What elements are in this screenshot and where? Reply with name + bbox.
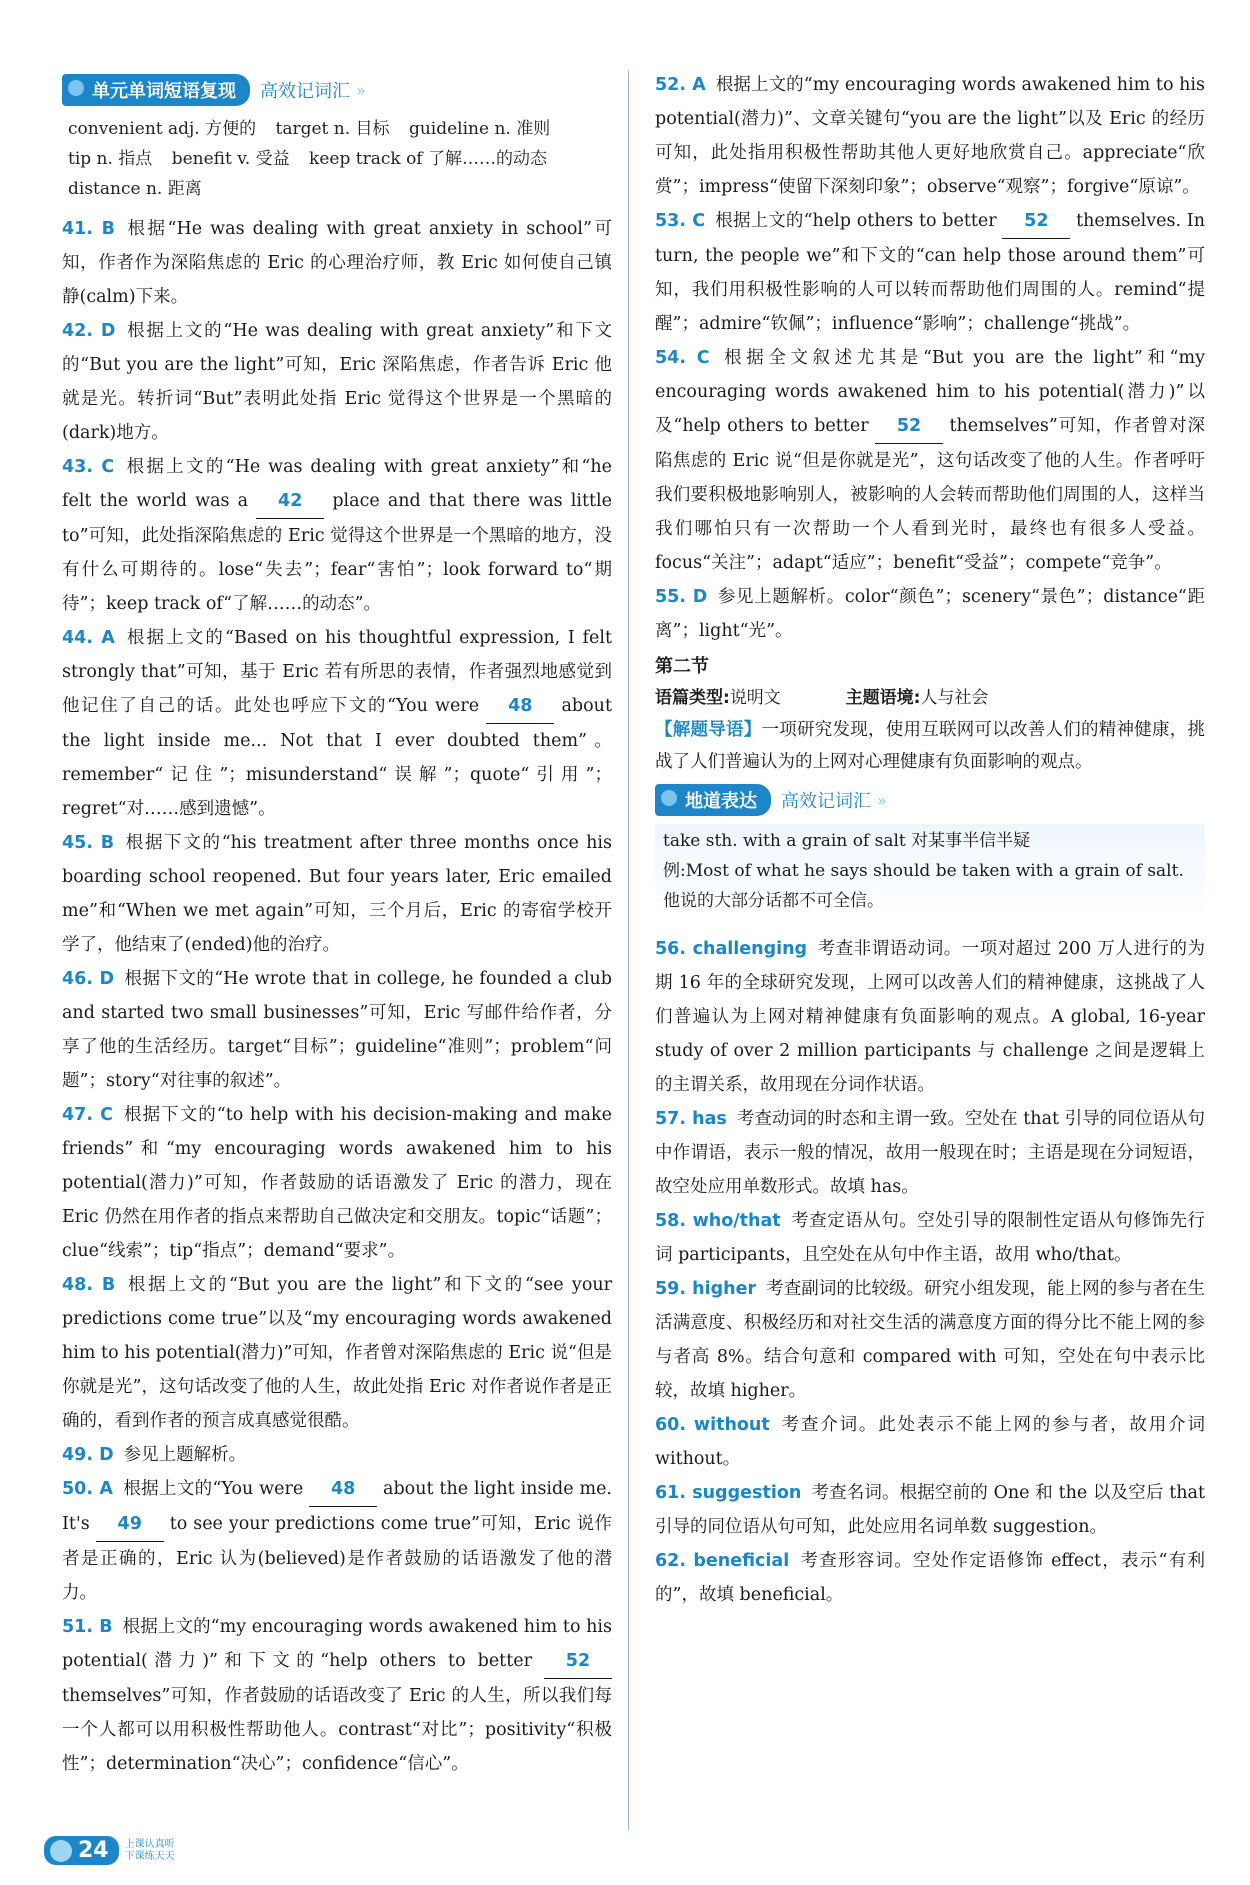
vocab-item: tip n. 指点	[68, 149, 153, 169]
page-number: 24	[44, 1836, 119, 1865]
answer-56: 56. challenging 考查非谓语动词。一项对超过 200 万人进行的为期 16 年的全球研究发现，上网可以改善人们的精神健康，这挑战了人们普遍认为上网对精神健康有负面影响的观点。A global, 16-year study of over 2 million participants 与 challenge 之间是逻辑上的主谓关系，故用现在分词作状语。	[655, 939, 1205, 1095]
answer-blank: 52	[544, 1644, 612, 1679]
answer-45: 45. B 根据下文的“his treatment after three months once his boarding school reopened. But four years later, Eric emailed me”和“When we met again”可知，三个月后，Eric 的寄宿学校开学了，他结束了(ended)他的治疗。	[62, 833, 612, 955]
answer-blank: 52	[1002, 204, 1070, 239]
chevron-right-icon: »	[356, 80, 366, 100]
solution-guide: 【解题导语】一项研究发现，使用互联网可以改善人们的精神健康，挑战了人们普遍认为的上网对心理健康有负面影响的观点。	[655, 720, 1205, 772]
expression-example: 例:Most of what he says should be taken with a grain of salt.	[663, 861, 1184, 881]
expression-phrase: take sth. with a grain of salt 对某事半信半疑	[663, 831, 1031, 851]
vocab-item: target n. 目标	[275, 119, 390, 139]
banner-tag: 单元单词短语复现	[62, 74, 250, 106]
chevron-right-icon: »	[877, 790, 887, 810]
leaf-icon	[661, 790, 677, 806]
expression-translation: 他说的大部分话都不可全信。	[663, 891, 884, 911]
answer-blank: 52	[875, 409, 943, 444]
answer-61: 61. suggestion 考查名词。根据空前的 One 和 the 以及空后 that 引导的同位语从句可知，此处应用名词单数 suggestion。	[655, 1483, 1205, 1537]
left-column	[62, 68, 612, 1781]
answer-59: 59. higher 考查副词的比较级。研究小组发现，能上网的参与者在生活满意度、积极经历和对社交生活的满意度方面的得分比不能上网的参与者高 8%。结合句意和 compared with 可知，空处在句中表示比较，故填 higher。	[655, 1279, 1205, 1401]
answer-blank: 48	[486, 689, 554, 724]
answer-43: 43. C 根据上文的“He was dealing with great anxiety”和“he felt the world was a 42 place and that there was little to”可知，此处指深陷焦虑的 Eric 觉得这个世界是一个黑暗的地方，没有什么可期待的。lose“失去”；fear“害怕”；look forward to“期待”；keep track of“了解……的动态”。	[62, 457, 613, 614]
vocab-item: distance n. 距离	[68, 179, 202, 199]
footer-slogan: 上课认真听 下课练天天	[124, 1838, 175, 1862]
section-title: 第二节	[655, 656, 709, 677]
answer-50: 50. A 根据上文的“You were 48 about the light inside me. It's 49 to see your predictions come true”可知，Eric 说作者是正确的，Eric 认为(believed)是作者鼓励的话语激发了他的潜力。	[62, 1472, 612, 1610]
banner-tag: 地道表达	[655, 784, 771, 816]
answer-58: 58. who/that 考查定语从句。空处引导的限制性定语从句修饰先行词 participants，且空处在从句中作主语，故用 who/that。	[655, 1211, 1205, 1265]
answer-57: 57. has 考查动词的时态和主谓一致。空处在 that 引导的同位语从句中作谓语，表示一般的情况，故用一般现在时；主语是现在分词短语，故空处应用单数形式。故填 has。	[655, 1109, 1205, 1197]
answer-41: 41. B 根据“He was dealing with great anxiety in school”可知，作者作为深陷焦虑的 Eric 的心理治疗师，教 Eric 如何使自己镇静(calm)下来。	[62, 219, 612, 307]
answer-55: 55. D 参见上题解析。color“颜色”；scenery“景色”；distance“距离”；light“光”。	[655, 587, 1206, 641]
vocab-review-banner	[62, 74, 612, 106]
right-column	[655, 68, 1205, 1612]
answer-blank: 48	[309, 1472, 377, 1507]
vocab-item: benefit v. 受益	[171, 149, 290, 169]
vocab-item: keep track of 了解……的动态	[309, 149, 548, 169]
answer-blank: 49	[96, 1507, 164, 1542]
page-footer	[44, 1836, 175, 1865]
vocab-item: convenient adj. 方便的	[68, 119, 257, 139]
answer-52: 52. A 根据上文的“my encouraging words awakened him to his potential(潜力)”、文章关键句“you are the light”以及 Eric 的经历可知，此处指用积极性帮助其他人更好地欣赏自己。appreciate“欣赏”；impress“使留下深刻印象”；observe“观察”；forgive“原谅”。	[655, 75, 1205, 197]
column-divider	[628, 70, 629, 1830]
expression-banner	[655, 784, 1205, 816]
answer-46: 46. D 根据下文的“He wrote that in college, he founded a club and started two small businesses”可知，Eric 写邮件给作者，分享了他的生活经历。target“目标”；guideline“准则”；problem“问题”；story“对往事的叙述”。	[62, 969, 613, 1091]
answer-60: 60. without 考查介词。此处表示不能上网的参与者，故用介词 without。	[655, 1415, 1205, 1469]
answer-48: 48. B 根据上文的“But you are the light”和下文的“see your predictions come true”以及“my encouraging words awakened him to his potential(潜力)”可知，作者曾对深陷焦虑的 Eric 说“但是你就是光”，这句话改变了他的人生，故此处指 Eric 对作者说作者是正确的，看到作者的预言成真感觉很酷。	[62, 1275, 612, 1431]
expression-box	[655, 824, 1205, 918]
answer-blank: 42	[256, 484, 324, 519]
answer-54: 54. C 根据全文叙述尤其是“But you are the light”和“my encouraging words awakened him to his potential(潜力)”以及“help others to better 52 themselves”可知，作者曾对深陷焦虑的 Eric 说“但是你就是光”，这句话改变了他的人生。作者呼吁我们要积极地影响别人，被影响的人会转而帮助他们周围的人，这样当我们哪怕只有一次帮助一个人看到光时，最终也有很多人受益。focus“关注”；adapt“适应”；benefit“受益”；compete“竞争”。	[655, 348, 1205, 573]
vocab-list	[62, 114, 612, 204]
answer-49: 49. D 参见上题解析。	[62, 1445, 247, 1465]
answer-62: 62. beneficial 考查形容词。空处作定语修饰 effect，表示“有利的”，故填 beneficial。	[655, 1551, 1206, 1605]
section-meta: 语篇类型:说明文 主题语境:人与社会	[655, 688, 989, 708]
banner-subtitle: 高效记词汇	[260, 81, 350, 102]
banner-subtitle: 高效记词汇	[781, 791, 871, 812]
answer-47: 47. C 根据下文的“to help with his decision-making and make friends”和“my encouraging words awakened him to his potential(潜力)”可知，作者鼓励的话语激发了 Eric 的潜力，现在 Eric 仍然在用作者的指点来帮助自己做决定和交朋友。topic“话题”；clue“线索”；tip“指点”；demand“要求”。	[62, 1105, 613, 1261]
answer-42: 42. D 根据上文的“He was dealing with great anxiety”和下文的“But you are the light”可知，Eric 深陷焦虑，作者告诉 Eric 他就是光。转折词“But”表明此处指 Eric 觉得这个世界是一个黑暗的(dark)地方。	[62, 321, 612, 443]
leaf-icon	[68, 80, 84, 96]
answer-51: 51. B 根据上文的“my encouraging words awakened him to his potential(潜力)”和下文的“help others to better 52 themselves”可知，作者鼓励的话语改变了 Eric 的人生，所以我们每一个人都可以用积极性帮助他人。contrast“对比”；positivity“积极性”；determination“决心”；confidence“信心”。	[62, 1617, 612, 1774]
mascot-icon	[50, 1840, 72, 1862]
vocab-item: guideline n. 准则	[408, 119, 551, 139]
answer-44: 44. A 根据上文的“Based on his thoughtful expression, I felt strongly that”可知，基于 Eric 若有所思的表情，作者强烈地感觉到他记住了自己的话。此处也呼应下文的“You were 48 about the light inside me... Not that I ever doubted them”。remember“记住”；misunderstand“误解”；quote“引用”；regret“对……感到遗憾”。	[62, 628, 612, 819]
answer-53: 53. C 根据上文的“help others to better 52 themselves. In turn, the people we”和下文的“can help those around them”可知，我们用积极性影响的人可以转而帮助他们周围的人。remind“提醒”；admire“钦佩”；influence“影响”；challenge“挑战”。	[655, 204, 1205, 341]
